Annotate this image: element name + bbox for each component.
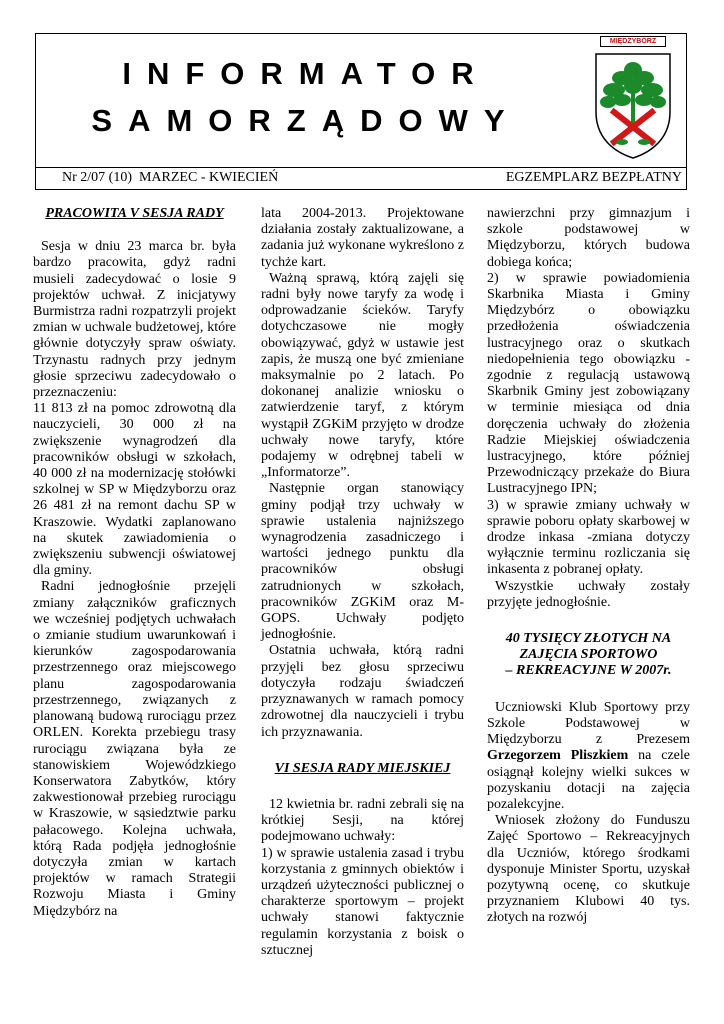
column-2 <box>261 206 464 959</box>
paragraph: 2) w sprawie powiadomienia Skarbnika Miasta i Gminy Międzybórz o obowiązku przedłożenia oświadczenia lustracyjnego oraz o skutkach niedopełnienia tego obowiązku - zgodnie z regulacją ustawową Skarbnik Gminy jest zobowiązany w terminie miesiąca od dnia doręczenia uchwały do złożenia Radzie Miejskiej oświadczenia lustracyjnego, które później Przewodniczący przekaże do Biura Lustracyjnego IPN; <box>487 270 690 497</box>
paragraph: 3) w sprawie zmiany uchwały w sprawie poboru opłaty skarbowej w drodze inkasa -zmiana dotyczy wyłącznie terminu rozliczania się inkasenta z pobranej opłaty. <box>487 497 690 578</box>
column-3 <box>487 206 690 927</box>
paragraph: Ostatnia uchwała, którą radni przyjęli bez głosu sprzeciwu dotyczyła rodzaju świadczeń przyznawanych w ramach pomocy zdrowotnej dla nauczycieli i trybu ich przyznawania. <box>261 643 464 740</box>
paragraph: Radni jednogłośnie przejęli zmiany załączników graficznych we wcześniej podjętych uchwałach o zmianie studium uwarunkowań i kierunków zagospodarowania przestrzennego oraz miejscowego planu zagospodarowania przestrzennego, związanych z planowaną budową rurociągu przez ORLEN. Korekta przebiegu trasy rurociągu związana była ze stanowiskiem Wojewódzkiego Konserwatora Zabytków, który zakwestionował przebieg rurociągu w Kraszowie, w sąsiedztwie parku pałacowego. Kolejna uchwała, którą Rada podjęła jednogłośnie dotyczyła zmian w kartach projektów w ramach Strategii Rozwoju Miasta i Gminy Międzybórz na <box>33 579 236 919</box>
town-crest <box>572 36 678 164</box>
title-line-2: SAMORZĄDOWY <box>91 103 521 138</box>
article-heading-sports-grant-3: – REKREACYJNE W 2007r. <box>505 663 672 679</box>
paragraph: lata 2004-2013. Projektowane działania zostały zaktualizowane, a zadania już wykonane wykreślono z tychże kart. <box>261 206 464 270</box>
article-heading-sports-grant-2: ZAJĘCIA SPORTOWO <box>519 647 658 663</box>
text-span: na czele osiągnął kolejny wielki sukces w pozyskaniu dotacji na zajęcia pozalekcyjne. <box>487 748 690 812</box>
issue-info-bar <box>35 168 687 190</box>
paragraph: 12 kwietnia br. radni zebrali się na krótkiej Sesji, na której podejmowano uchwały: <box>261 796 464 845</box>
paragraph <box>487 700 690 813</box>
paragraph: Następnie organ stanowiący gminy podjął trzy uchwały w sprawie ustalenia najniższego wynagrodzenia zasadniczego i wartości jednego punktu dla pracowników obsługi zatrudnionych w szkołach, pracowników ZGKiM oraz M-GOPS. Uchwały podjęto jednogłośnie. <box>261 481 464 643</box>
paragraph: Sesja w dniu 23 marca br. była bardzo pracowita, gdyż radni musieli zadecydować o losie 9 projektów uchwał. Z inicjatywy Burmistrza radni rozpatrzyli projekt zmian w uchwale budżetowej, które głównie dotyczyły spraw oświaty. Trzynastu radnych przy jednym głosie sprzeciwu zadecydowało o przeznaczeniu: <box>33 239 236 401</box>
free-copy-note: EGZEMPLARZ BEZPŁATNY <box>505 170 682 185</box>
paragraph: nawierzchni przy gimnazjum i szkole podstawowej w Międzyborzu, których budowa dobiega końca; <box>487 206 690 270</box>
article-heading-sports-grant-1: 40 TYSIĘCY ZŁOTYCH NA <box>505 631 672 647</box>
newsletter-title <box>36 34 576 169</box>
person-name: Grzegorzem Pliszkiem <box>487 748 629 764</box>
paragraph: 1) w sprawie ustalenia zasad i trybu korzystania z gminnych obiektów i urządzeń użyteczności publicznej o charakterze sportowym – projekt uchwały stanowi faktycznie regulamin korzystania z boisk o sztucznej <box>261 845 464 958</box>
text-span: Uczniowski Klub Sportowy przy Szkole Podstawowej w Międzyborzu z Prezesem <box>487 699 690 748</box>
paragraph: 11 813 zł na pomoc zdrowotną dla nauczycieli, 30 000 zł na zwiększenie wynagrodzeń dla pracowników obsługi w szkołach, 40 000 zł na modernizację stołówki szkolnej w SP w Międzyborzu oraz 26 481 zł na remont dachu SP w Kraszowie. Wydatki zaplanowano na skutek zawiadomienia o zwiększeniu subwencji oświatowej dla gminy. <box>33 401 236 579</box>
coat-of-arms-icon <box>592 50 674 160</box>
crest-label: MIĘDZYBÓRZ <box>600 36 666 47</box>
issue-number: Nr 2/07 (10) MARZEC - KWIECIEŃ <box>62 170 279 185</box>
masthead <box>35 33 687 168</box>
article-heading-session-5: PRACOWITA V SESJA RADY <box>45 206 224 221</box>
paragraph: Wszystkie uchwały zostały przyjęte jednogłośnie. <box>487 578 690 610</box>
paragraph: Ważną sprawą, którą zajęli się radni były nowe taryfy za wodę i odprowadzanie ścieków. Taryfy dotychczasowe nie mogły obowiązywać, gdyż w ustawie jest zapis, że muszą one być zmieniane maksymalnie po 2 latach. Po dokonanej analizie wniosku o zatwierdzenie taryf, z którym wystąpił ZGKiM przyjęto w drodze uchwały nowe taryfy, które podajemy w odrębnej tabeli w „Informatorze”. <box>261 270 464 481</box>
paragraph: Wniosek złożony do Funduszu Zajęć Sportowo – Rekreacyjnych dla Uczniów, którego środkami dysponuje Minister Sportu, uzyskał pozytywną ocenę, co skutkuje przyznaniem Klubowi 40 tys. złotych na rozwój <box>487 813 690 926</box>
title-line-1: INFORMATOR <box>122 56 490 91</box>
column-1 <box>33 206 236 920</box>
article-heading-session-6: VI SESJA RADY MIEJSKIEJ <box>274 760 451 776</box>
